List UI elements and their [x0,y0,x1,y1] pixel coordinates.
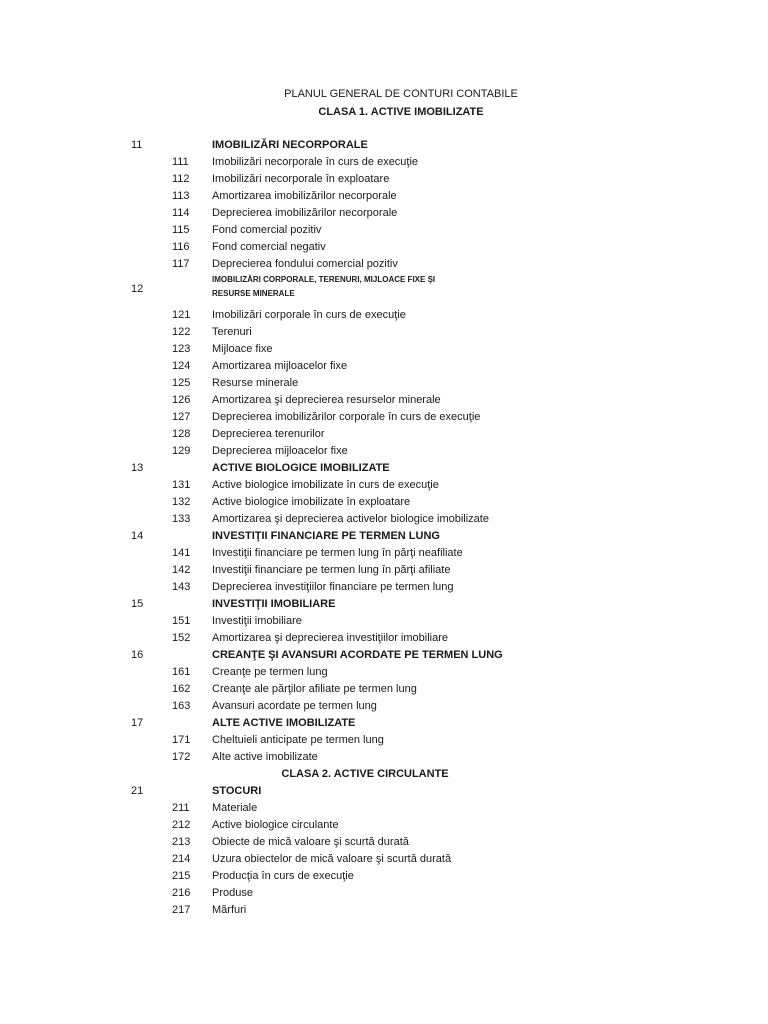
account-code: 125 [172,377,191,389]
account-name: Fond comercial negativ [212,241,326,253]
account-name: Alte active imobilizate [212,751,318,763]
account-row [0,171,768,188]
account-group-row [0,460,768,477]
account-code: 115 [172,224,190,236]
document-title: PLANUL GENERAL DE CONTURI CONTABILE [284,88,518,100]
account-code: 151 [172,615,191,627]
account-name: Amortizarea şi deprecierea investiţiilor imobiliare [212,632,448,644]
account-row [0,341,768,358]
group-code: 12 [131,283,144,295]
account-name: Deprecierea investiţiilor financiare pe termen lung [212,581,454,593]
account-code: 141 [172,547,191,559]
account-row [0,885,768,902]
account-row [0,579,768,596]
account-row [0,188,768,205]
account-name: Creanţe pe termen lung [212,666,328,678]
account-row [0,477,768,494]
account-row [0,256,768,273]
account-row [0,494,768,511]
account-name: Deprecierea imobilizărilor necorporale [212,207,398,219]
group-code: 11 [131,139,143,151]
account-group-row [0,783,768,800]
account-group-row [0,528,768,545]
account-name: Amortizarea şi deprecierea activelor biologice imobilizate [212,513,489,525]
account-row [0,324,768,341]
group-code: 21 [131,785,144,797]
account-group-row [0,715,768,732]
account-row [0,358,768,375]
account-code: 112 [172,173,190,185]
account-name: Imobilizări necorporale în curs de execuţie [212,156,419,168]
account-code: 143 [172,581,191,593]
account-code: 123 [172,343,191,355]
account-code: 213 [172,836,191,848]
account-name: Amortizarea mijloacelor fixe [212,360,348,372]
account-row [0,154,768,171]
account-name: Active biologice imobilizate în curs de execuţie [212,479,439,491]
account-name: Uzura obiectelor de mică valoare şi scurtă durată [212,853,452,865]
account-code: 128 [172,428,191,440]
account-name: Avansuri acordate pe termen lung [212,700,377,712]
account-name: Active biologice imobilizate în exploatare [212,496,411,508]
account-code: 172 [172,751,191,763]
account-code: 129 [172,445,191,457]
account-name: Imobilizări corporale în curs de execuţie [212,309,406,321]
group-name: INVESTIŢII FINANCIARE PE TERMEN LUNG [212,530,440,542]
account-code: 121 [172,309,191,321]
account-name: Amortizarea şi deprecierea resurselor minerale [212,394,441,406]
account-row [0,800,768,817]
account-row [0,749,768,766]
account-name: Deprecierea imobilizărilor corporale în curs de execuţie [212,411,481,423]
account-code: 127 [172,411,191,423]
account-row [0,630,768,647]
account-row [0,205,768,222]
account-name: Mărfuri [212,904,247,916]
account-row [0,868,768,885]
account-code: 215 [172,870,191,882]
account-code: 171 [172,734,191,746]
group-code: 14 [131,530,144,542]
account-code: 113 [172,190,190,202]
account-row [0,817,768,834]
account-code: 114 [172,207,190,219]
account-group-row [0,647,768,664]
account-row [0,392,768,409]
account-code: 133 [172,513,191,525]
account-code: 117 [172,258,190,270]
account-name: Active biologice circulante [212,819,339,831]
account-row [0,222,768,239]
account-code: 211 [172,802,190,814]
account-group-row [0,137,768,154]
account-row [0,375,768,392]
account-row [0,562,768,579]
group-name: ALTE ACTIVE IMOBILIZATE [212,717,356,729]
account-row [0,902,768,919]
account-name: Materiale [212,802,258,814]
account-name: Amortizarea imobilizărilor necorporale [212,190,397,202]
group-name: CREANŢE ŞI AVANSURI ACORDATE PE TERMEN LUNG [212,649,503,661]
account-row [0,307,768,324]
group-code: 16 [131,649,144,661]
account-name: Deprecierea mijloacelor fixe [212,445,348,457]
account-name: Produse [212,887,253,899]
account-row [0,409,768,426]
account-name: Obiecte de mică valoare şi scurtă durată [212,836,409,848]
class-1-title: CLASA 1. ACTIVE IMOBILIZATE [318,106,484,118]
account-group-row [0,273,768,305]
account-code: 122 [172,326,191,338]
account-row [0,443,768,460]
account-name: Imobilizări necorporale în exploatare [212,173,390,185]
account-name: Investiţii financiare pe termen lung în părţi neafiliate [212,547,463,559]
group-name: CLASA 2. ACTIVE CIRCULANTE [281,768,449,780]
group-name: INVESTIŢII IMOBILIARE [212,598,336,610]
account-row [0,545,768,562]
group-code: 17 [131,717,144,729]
account-code: 217 [172,904,191,916]
account-name: Deprecierea fondului comercial pozitiv [212,258,398,270]
account-code: 152 [172,632,191,644]
account-code: 124 [172,360,191,372]
group-name: IMOBILIZĂRI CORPORALE, TERENURI, MIJLOACE FIXE ŞI RESURSE MINERALE [212,275,436,298]
account-row [0,664,768,681]
account-name: Deprecierea terenurilor [212,428,325,440]
account-code: 161 [172,666,191,678]
account-name: Cheltuieli anticipate pe termen lung [212,734,384,746]
account-name: Fond comercial pozitiv [212,224,322,236]
account-group-row [0,596,768,613]
account-name: Resurse minerale [212,377,299,389]
account-row [0,239,768,256]
account-name: Investiţii financiare pe termen lung în părţi afiliate [212,564,451,576]
account-code: 116 [172,241,190,253]
account-row [0,851,768,868]
account-code: 126 [172,394,191,406]
group-code: 15 [131,598,144,610]
group-name: IMOBILIZĂRI NECORPORALE [212,139,368,151]
group-name: STOCURI [212,785,262,797]
account-row [0,681,768,698]
account-row [0,698,768,715]
account-name: Terenuri [212,326,252,338]
account-code: 132 [172,496,191,508]
account-row [0,834,768,851]
account-code: 163 [172,700,191,712]
account-code: 162 [172,683,191,695]
group-name: ACTIVE BIOLOGICE IMOBILIZATE [212,462,390,474]
group-code: 13 [131,462,144,474]
account-code: 131 [172,479,191,491]
account-code: 216 [172,887,191,899]
account-name: Investiţii imobiliare [212,615,302,627]
account-row [0,613,768,630]
account-code: 214 [172,853,191,865]
account-code: 212 [172,819,191,831]
account-code: 142 [172,564,191,576]
account-code: 111 [172,156,189,168]
account-row [0,732,768,749]
account-name: Producţia în curs de execuţie [212,870,354,882]
account-name: Mijloace fixe [212,343,273,355]
account-row [0,426,768,443]
class-section-heading [0,766,768,783]
account-name: Creanţe ale părţilor afiliate pe termen lung [212,683,417,695]
account-row [0,511,768,528]
